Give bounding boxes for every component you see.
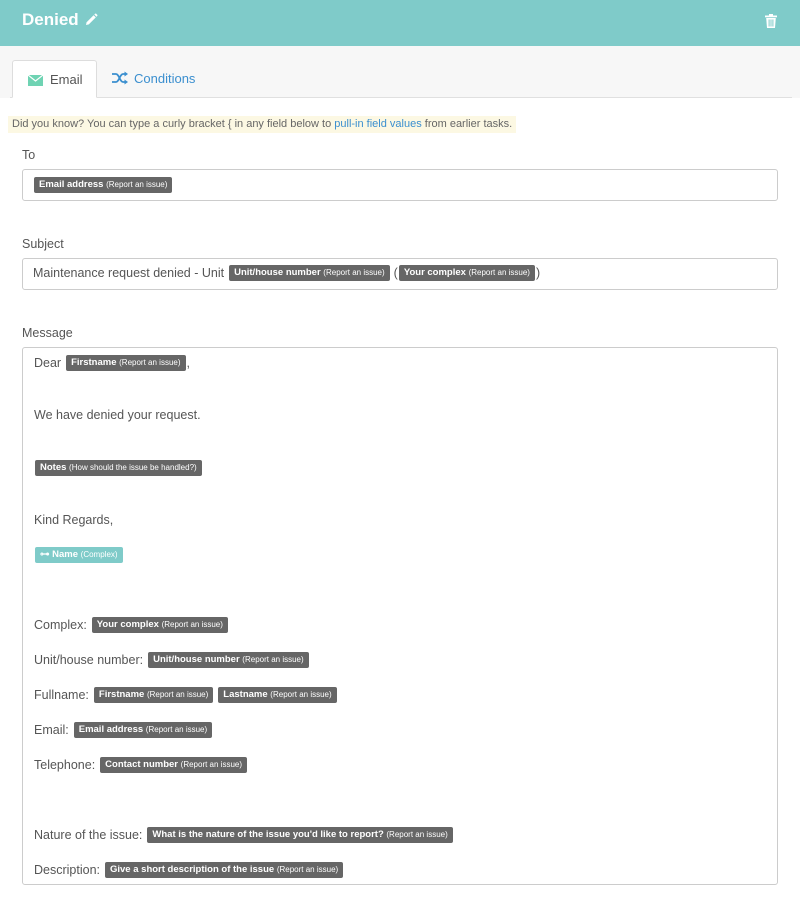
field-tag[interactable]: What is the nature of the issue you'd like to report? (Report an issue) <box>147 827 452 843</box>
message-complex: Complex: Your complex (Report an issue) <box>34 616 229 634</box>
tip-text-end: from earlier tasks. <box>424 118 513 130</box>
message-nature: Nature of the issue: What is the nature of the issue you'd like to report? (Report an issue) <box>34 826 454 844</box>
to-label: To <box>22 148 36 162</box>
pencil-icon[interactable] <box>84 13 98 27</box>
field-tag[interactable]: Notes (How should the issue be handled?) <box>35 460 202 476</box>
subject-field[interactable] <box>22 258 778 290</box>
message-greeting: Dear Firstname (Report an issue) , <box>34 356 190 370</box>
field-tag[interactable]: Contact number (Report an issue) <box>100 757 247 773</box>
field-tag[interactable]: Unit/house number (Report an issue) <box>229 265 390 281</box>
field-tag[interactable]: ⊶ Name (Complex) <box>35 547 123 563</box>
field-values-tip <box>8 116 516 133</box>
pull-in-field-values-link[interactable]: pull-in field values <box>334 118 422 130</box>
trash-icon[interactable] <box>765 14 777 28</box>
field-tag[interactable]: Unit/house number (Report an issue) <box>148 652 309 668</box>
subject-open-paren: ( <box>393 266 398 280</box>
field-tag[interactable]: Give a short description of the issue (Report an issue) <box>105 862 343 878</box>
message-notes <box>34 459 203 477</box>
message-email: Email: Email address (Report an issue) <box>34 721 213 739</box>
field-tag[interactable]: Your complex (Report an issue) <box>92 617 228 633</box>
tab-conditions-label: Conditions <box>134 71 196 86</box>
field-tag[interactable]: Email address (Report an issue) <box>74 722 212 738</box>
message-label: Message <box>22 326 73 340</box>
shuffle-icon <box>112 71 128 85</box>
subject-label: Subject <box>22 237 64 251</box>
message-signature <box>34 546 124 564</box>
subject-close-paren: ) <box>535 266 541 280</box>
tab-email[interactable] <box>12 60 97 98</box>
message-telephone: Telephone: Contact number (Report an issue) <box>34 756 248 774</box>
field-tag[interactable]: Lastname (Report an issue) <box>218 687 336 703</box>
message-signoff: Kind Regards, <box>34 513 114 527</box>
envelope-icon <box>28 75 43 86</box>
message-fullname: Fullname: Firstname (Report an issue) Lastname (Report an issue) <box>34 686 338 704</box>
field-tag[interactable]: Firstname (Report an issue) <box>94 687 213 703</box>
step-title: Denied <box>22 10 79 29</box>
tab-email-label: Email <box>50 72 83 87</box>
field-tag[interactable]: Email address (Report an issue) <box>34 177 172 193</box>
message-editor[interactable] <box>22 347 778 885</box>
message-description: Description: Give a short description of the issue (Report an issue) <box>34 861 344 879</box>
field-tag[interactable]: Your complex (Report an issue) <box>399 265 535 281</box>
field-tag[interactable]: Firstname (Report an issue) <box>66 355 185 371</box>
to-field[interactable] <box>22 169 778 201</box>
step-header <box>0 0 800 46</box>
tip-text: Did you know? You can type a curly bracket { in any field below to <box>12 118 332 130</box>
message-unit: Unit/house number: Unit/house number (Report an issue) <box>34 651 310 669</box>
tab-divider <box>10 97 792 98</box>
subject-text: Maintenance request denied - Unit <box>33 266 225 280</box>
message-body: We have denied your request. <box>34 408 201 422</box>
